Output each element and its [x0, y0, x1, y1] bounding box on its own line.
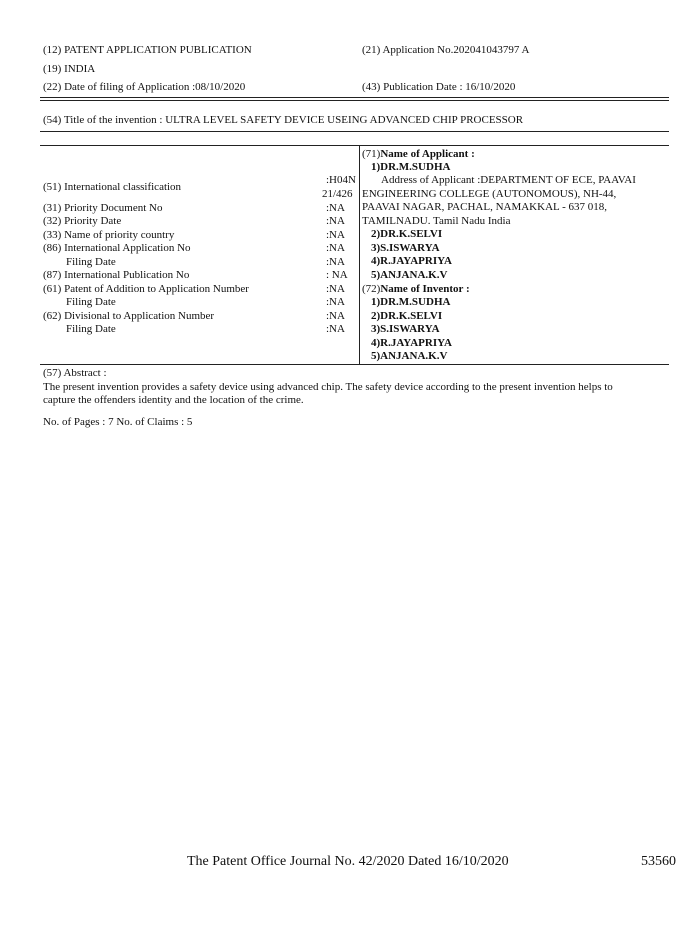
inventor-heading — [362, 283, 470, 297]
field-value-classification: :H04N — [326, 174, 356, 186]
field-label-classification: (51) International classification — [43, 181, 182, 193]
inventor-heading-text: Name of Inventor : — [380, 283, 470, 295]
field-value: : NA — [326, 269, 348, 281]
application-number: (21) Application No.202041043797 A — [362, 44, 530, 56]
publication-type: (12) PATENT APPLICATION PUBLICATION — [43, 44, 252, 56]
page-number: 53560 — [641, 854, 676, 869]
applicant-name: 3)S.ISWARYA — [371, 242, 440, 254]
applicant-address: TAMILNADU. Tamil Nadu India — [362, 215, 511, 227]
inventor-name: 2)DR.K.SELVI — [371, 310, 443, 322]
inventor-name: 1)DR.M.SUDHA — [371, 296, 451, 308]
inventor-name: 4)R.JAYAPRIYA — [371, 337, 452, 349]
applicant-heading-prefix: (71) — [362, 148, 381, 160]
title-rule — [40, 131, 669, 132]
field-value: :NA — [326, 296, 345, 308]
table-bottom-rule — [40, 364, 669, 365]
field-label-filing-date: Filing Date — [66, 256, 116, 268]
field-label-filing-date: Filing Date — [66, 323, 116, 335]
applicant-address: PAAVAI NAGAR, PACHAL, NAMAKKAL - 637 018, — [362, 201, 607, 213]
filing-date: (22) Date of filing of Application :08/10/2020 — [43, 81, 246, 93]
applicant-name: 5)ANJANA.K.V — [371, 269, 448, 281]
field-value: :NA — [326, 310, 345, 322]
field-value: :NA — [326, 229, 345, 241]
field-label-filing-date: Filing Date — [66, 296, 116, 308]
field-value: :NA — [326, 202, 345, 214]
field-label-divisional: (62) Divisional to Application Number — [43, 310, 215, 322]
applicant-heading — [362, 148, 475, 162]
field-label-priority-country: (33) Name of priority country — [43, 229, 175, 241]
country: (19) INDIA — [43, 63, 96, 75]
abstract-text: The present invention provides a safety device using advanced chip. The safety device according to the present invention helps to — [43, 381, 613, 393]
header-rule-bottom — [40, 100, 669, 101]
applicant-address: ENGINEERING COLLEGE (AUTONOMOUS), NH-44, — [362, 188, 617, 200]
field-label-intl-pub-no: (87) International Publication No — [43, 269, 190, 281]
field-value: :NA — [326, 283, 345, 295]
field-label-intl-app-no: (86) International Application No — [43, 242, 191, 254]
field-label-priority-date: (32) Priority Date — [43, 215, 122, 227]
inventor-name: 5)ANJANA.K.V — [371, 350, 448, 362]
field-label-patent-addition: (61) Patent of Addition to Application Number — [43, 283, 249, 295]
abstract-text: capture the offenders identity and the location of the crime. — [43, 394, 304, 406]
applicant-name: 2)DR.K.SELVI — [371, 228, 443, 240]
field-value: :NA — [326, 242, 345, 254]
applicant-address: Address of Applicant :DEPARTMENT OF ECE, PAAVAI — [381, 174, 636, 186]
inventor-heading-prefix: (72) — [362, 283, 381, 295]
field-label-priority-doc: (31) Priority Document No — [43, 202, 163, 214]
field-value-classification-cont: 21/426 — [322, 188, 353, 200]
abstract-heading: (57) Abstract : — [43, 367, 107, 379]
applicant-name: 1)DR.M.SUDHA — [371, 161, 451, 173]
table-top-rule — [40, 145, 669, 146]
field-value: :NA — [326, 215, 345, 227]
journal-footer: The Patent Office Journal No. 42/2020 Dated 16/10/2020 — [187, 854, 509, 869]
table-divider — [359, 145, 360, 364]
publication-date: (43) Publication Date : 16/10/2020 — [362, 81, 516, 93]
invention-title: (54) Title of the invention : ULTRA LEVEL SAFETY DEVICE USEING ADVANCED CHIP PROCESSOR — [43, 114, 524, 126]
header-rule-top — [40, 97, 669, 98]
pages-claims: No. of Pages : 7 No. of Claims : 5 — [43, 416, 193, 428]
applicant-heading-text: Name of Applicant : — [380, 148, 475, 160]
field-value: :NA — [326, 256, 345, 268]
field-value: :NA — [326, 323, 345, 335]
inventor-name: 3)S.ISWARYA — [371, 323, 440, 335]
applicant-name: 4)R.JAYAPRIYA — [371, 255, 452, 267]
